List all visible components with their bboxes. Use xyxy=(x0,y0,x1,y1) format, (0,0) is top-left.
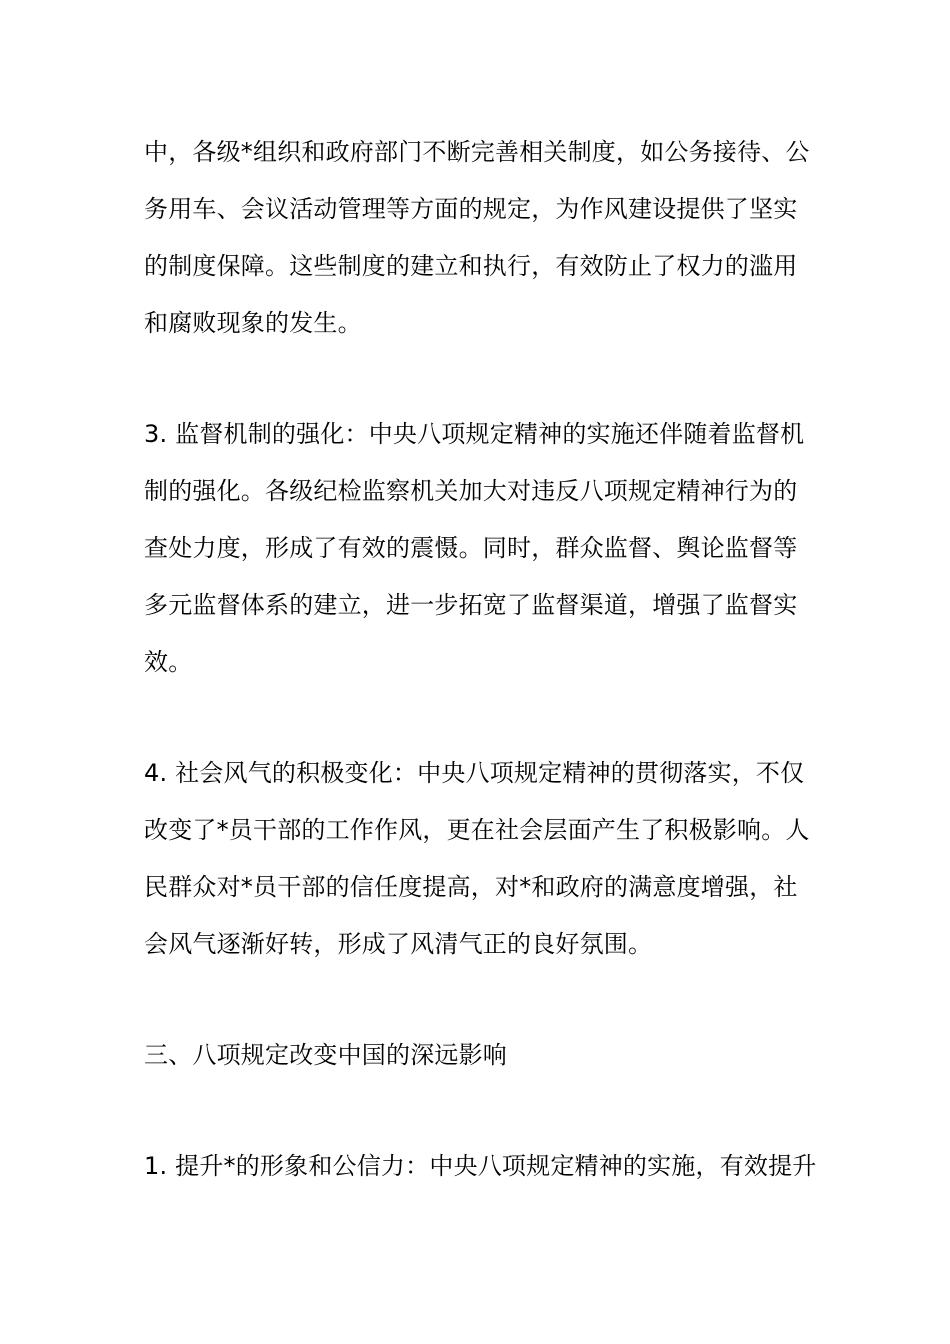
text-line: 多元监督体系的建立，进一步拓宽了监督渠道，增强了监督实 xyxy=(144,591,798,619)
text-line: 和腐败现象的发生。 xyxy=(144,309,362,337)
text-line: 的制度保障。这些制度的建立和执行，有效防止了权力的滥用 xyxy=(144,252,798,280)
text-line: 制的强化。各级纪检监察机关加大对违反八项规定精神行为的 xyxy=(144,477,798,505)
text-line: 查处力度，形成了有效的震慑。同时，群众监督、舆论监督等 xyxy=(144,534,798,562)
text-line: 中，各级*组织和政府部门不断完善相关制度，如公务接待、公 xyxy=(144,138,810,166)
text-line: 民群众对*员干部的信任度提高，对*和政府的满意度增强，社 xyxy=(144,873,798,901)
text-line: 效。 xyxy=(144,648,193,676)
text-line: 1. 提升*的形象和公信力：中央八项规定精神的实施，有效提升 xyxy=(144,1152,817,1180)
section-heading: 三、八项规定改变中国的深远影响 xyxy=(144,1041,507,1069)
text-line: 3. 监督机制的强化：中央八项规定精神的实施还伴随着监督机 xyxy=(144,420,805,448)
text-line: 改变了*员干部的工作作风，更在社会层面产生了积极影响。人 xyxy=(144,816,810,844)
text-line: 务用车、会议活动管理等方面的规定，为作风建设提供了坚实 xyxy=(144,195,798,223)
text-line: 会风气逐渐好转，形成了风清气正的良好氛围。 xyxy=(144,930,653,958)
text-line: 4. 社会风气的积极变化：中央八项规定精神的贯彻落实，不仅 xyxy=(144,759,805,787)
